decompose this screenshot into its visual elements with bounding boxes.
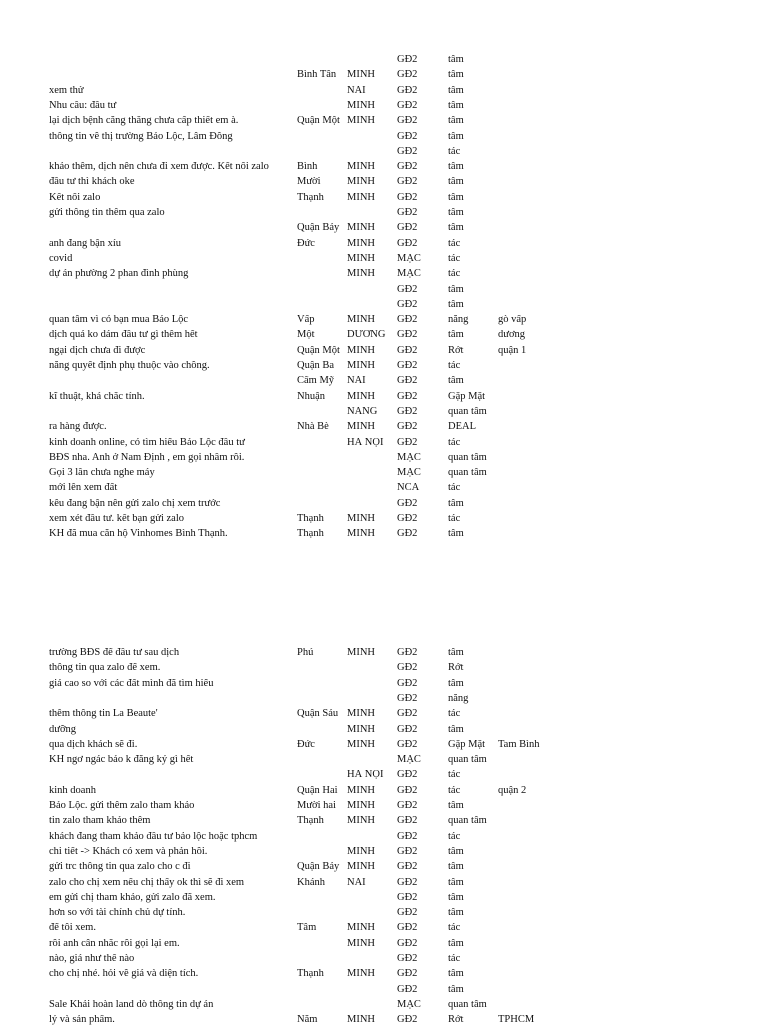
stage-cell: GĐ2	[397, 648, 418, 658]
table-row	[0, 679, 768, 692]
table-row	[0, 453, 768, 466]
stage-cell: GĐ2	[397, 693, 418, 704]
city-cell: NẴNG	[347, 406, 378, 417]
stage-cell: GĐ2	[397, 299, 418, 310]
table-row	[0, 55, 768, 68]
table-row	[0, 70, 768, 83]
note-cell: để tôi xem.	[49, 923, 96, 934]
note-cell: gửi thông tin thêm qua zalo	[49, 208, 165, 218]
city-cell: MINH	[347, 514, 375, 524]
note-cell: zalo cho chị xem nếu chị thấy ok thì sẽ đi xem	[49, 877, 245, 888]
table-row	[0, 939, 768, 952]
table-row	[0, 330, 768, 343]
status-cell: tác	[448, 437, 461, 448]
stage-cell: GĐ2	[397, 437, 418, 448]
city-cell: MINH	[347, 162, 375, 173]
table-row	[0, 878, 768, 891]
stage-cell: GĐ2	[397, 100, 418, 111]
status-cell: quan tâm	[448, 406, 487, 417]
status-cell: Rớt	[448, 1015, 464, 1026]
city-cell: MINH	[347, 391, 375, 402]
district-cell: Đức	[297, 739, 315, 750]
note-cell: anh đang bận xíu	[49, 238, 122, 249]
stage-cell: NCA	[397, 483, 420, 494]
table-row	[0, 740, 768, 753]
note-cell: Bảo Lộc. gửi thêm zalo tham khảo	[49, 801, 195, 811]
table-row	[0, 361, 768, 374]
table-row	[0, 663, 768, 676]
district-cell: Đức	[297, 238, 315, 249]
stage-cell: GĐ2	[397, 954, 418, 964]
status-cell: tác	[448, 709, 461, 720]
district-cell: Nhà Bè	[297, 422, 329, 433]
stage-cell: GĐ2	[397, 208, 418, 218]
district-cell: Quận Sáu	[297, 709, 339, 720]
stage-cell: GĐ2	[397, 514, 418, 524]
stage-cell: GĐ2	[397, 146, 418, 157]
status-cell: tác	[448, 483, 461, 494]
stage-cell: GĐ2	[397, 192, 418, 203]
note-cell: ra hàng được.	[49, 422, 107, 433]
note-cell: xem thử	[49, 85, 84, 96]
stage-cell: GĐ2	[397, 238, 418, 249]
stage-cell: MẠC	[397, 999, 421, 1010]
table-row	[0, 300, 768, 313]
city-cell: MINH	[347, 100, 375, 111]
note-cell: ngại dịch chưa đi được	[49, 345, 146, 356]
status-cell: tâm	[448, 498, 464, 509]
status-cell: tâm	[448, 969, 464, 980]
table-row	[0, 346, 768, 359]
stage-cell: GĐ2	[397, 816, 418, 827]
city-cell: MINH	[347, 238, 375, 249]
city-cell: MINH	[347, 422, 375, 433]
city-cell: MINH	[347, 862, 375, 873]
district-cell: Bình	[297, 162, 318, 173]
note-cell: rồi anh cân nhắc rồi gọi lại em.	[49, 938, 180, 949]
status-cell: quan tâm	[448, 999, 487, 1010]
stage-cell: GĐ2	[397, 908, 418, 919]
note-cell: lại dịch bệnh căng thẳng chưa cấp thiết em à.	[49, 116, 239, 127]
table-row	[0, 969, 768, 982]
table-row	[0, 132, 768, 145]
status-cell: tác	[448, 954, 461, 964]
note-cell: thông tin qua zalo để xem.	[49, 663, 161, 674]
city-cell: MINH	[347, 785, 375, 796]
note-cell: covid	[49, 253, 73, 264]
city-cell: MINH	[347, 648, 375, 658]
status-cell: Gặp Mặt	[448, 739, 486, 750]
stage-cell: GĐ2	[397, 85, 418, 96]
status-cell: tâm	[448, 131, 464, 142]
stage-cell: GĐ2	[397, 223, 418, 234]
status-cell: tác	[448, 831, 461, 842]
note-cell: thông tin về thị trường Bảo Lộc, Lâm Đồng	[49, 131, 233, 142]
district-cell: Thạnh	[297, 529, 324, 540]
note-cell: dịch quá ko dám đầu tư gì thêm hết	[49, 330, 198, 341]
status-cell: tâm	[448, 284, 464, 295]
district-cell: Năm	[297, 1015, 318, 1026]
table-row	[0, 254, 768, 267]
status-cell: tâm	[448, 862, 464, 873]
stage-cell: GĐ2	[397, 862, 418, 873]
stage-cell: GĐ2	[397, 391, 418, 402]
note-cell: kêu đang bận nên gửi zalo chị xem trước	[49, 498, 221, 509]
city-cell: MINH	[347, 923, 375, 934]
status-cell: năng	[448, 315, 469, 326]
note-cell: khảo thêm, dịch nên chưa đi xem được. Kết nối zalo	[49, 162, 269, 173]
note-cell: KH đã mua căn hộ Vinhomes Bình Thạnh.	[49, 529, 228, 540]
note-cell: em gửi chị tham khảo, gửi zalo đã xem.	[49, 892, 216, 903]
status-cell: tâm	[448, 70, 464, 81]
table-row	[0, 86, 768, 99]
table-row	[0, 529, 768, 542]
table-row	[0, 755, 768, 768]
district-cell: Quận Một	[297, 345, 340, 356]
status-cell: tác	[448, 146, 461, 157]
note-cell: kinh doanh	[49, 785, 96, 796]
city-cell: MINH	[347, 724, 375, 735]
stage-cell: MẠC	[397, 755, 421, 766]
extra-cell: gò vấp	[498, 315, 527, 326]
table-row	[0, 908, 768, 921]
table-row	[0, 862, 768, 875]
table-row	[0, 893, 768, 906]
note-cell: quan tâm vì có bạn mua Bảo Lộc	[49, 315, 189, 326]
district-cell: Bình Tân	[297, 70, 337, 81]
district-cell: Mười hai	[297, 801, 336, 811]
district-cell: Phú	[297, 648, 314, 658]
status-cell: tâm	[448, 223, 464, 234]
district-cell: Vấp	[297, 315, 315, 326]
status-cell: Rớt	[448, 663, 464, 674]
stage-cell: GĐ2	[397, 70, 418, 81]
table-row	[0, 1015, 768, 1028]
status-cell: quan tâm	[448, 468, 487, 479]
city-cell: NAI	[347, 85, 366, 96]
city-cell: DƯƠNG	[347, 330, 386, 341]
status-cell: tác	[448, 923, 461, 934]
table-row	[0, 223, 768, 236]
note-cell: năng quyết định phụ thuộc vào chồng.	[49, 361, 210, 371]
stage-cell: GĐ2	[397, 923, 418, 934]
table-row	[0, 694, 768, 707]
extra-cell: quận 2	[498, 785, 527, 796]
table-row	[0, 101, 768, 114]
city-cell: MINH	[347, 177, 375, 188]
note-cell: dự án phường 2 phan đình phùng	[49, 269, 189, 280]
table-row	[0, 376, 768, 389]
stage-cell: GĐ2	[397, 831, 418, 842]
status-cell: tâm	[448, 678, 464, 689]
city-cell: MINH	[347, 938, 375, 949]
extra-cell: TPHCM	[498, 1015, 535, 1026]
table-row	[0, 162, 768, 175]
note-cell: lý và sản phẩm.	[49, 1015, 115, 1026]
table-row	[0, 1000, 768, 1013]
note-cell: trường BĐS để đầu tư sau dịch	[49, 648, 180, 658]
table-row	[0, 177, 768, 190]
status-cell: tác	[448, 770, 461, 781]
table-row	[0, 801, 768, 814]
district-cell: Mười	[297, 177, 321, 188]
stage-cell: GĐ2	[397, 529, 418, 540]
district-cell: Quận Bảy	[297, 223, 340, 234]
status-cell: tâm	[448, 55, 464, 65]
stage-cell: GĐ2	[397, 177, 418, 188]
stage-cell: GĐ2	[397, 498, 418, 509]
table-row	[0, 770, 768, 783]
table-row	[0, 954, 768, 967]
stage-cell: GĐ2	[397, 406, 418, 417]
stage-cell: GĐ2	[397, 162, 418, 173]
city-cell: MINH	[347, 529, 375, 540]
status-cell: tâm	[448, 100, 464, 111]
status-cell: tác	[448, 785, 461, 796]
stage-cell: GĐ2	[397, 892, 418, 903]
district-cell: Tâm	[297, 923, 317, 934]
stage-cell: GĐ2	[397, 315, 418, 326]
stage-cell: GĐ2	[397, 361, 418, 371]
city-cell: HÀ NỘI	[347, 770, 384, 781]
table-row	[0, 985, 768, 998]
status-cell: tâm	[448, 877, 464, 888]
note-cell: chi tiết -> Khách có xem và phản hồi.	[49, 846, 208, 857]
table-row	[0, 499, 768, 512]
status-cell: quan tâm	[448, 816, 487, 827]
table-row	[0, 438, 768, 451]
note-cell: giá cao so với các đất mình đã tìm hiểu	[49, 678, 214, 689]
stage-cell: GĐ2	[397, 785, 418, 796]
status-cell: Rớt	[448, 345, 464, 356]
status-cell: quan tâm	[448, 755, 487, 766]
district-cell: Quận Ba	[297, 361, 335, 371]
stage-cell: GĐ2	[397, 55, 418, 65]
city-cell: MINH	[347, 709, 375, 720]
extra-cell: dương	[498, 330, 525, 341]
stage-cell: MẠC	[397, 269, 421, 280]
city-cell: MINH	[347, 269, 375, 280]
city-cell: MINH	[347, 192, 375, 203]
note-cell: BĐS nha. Anh ở Nam Định , em gọi nhầm rồi.	[49, 452, 245, 463]
city-cell: MINH	[347, 739, 375, 750]
district-cell: Quận Bảy	[297, 862, 340, 873]
table-row	[0, 847, 768, 860]
status-cell: tâm	[448, 299, 464, 310]
city-cell: MINH	[347, 1015, 375, 1026]
city-cell: MINH	[347, 846, 375, 857]
status-cell: tác	[448, 238, 461, 249]
note-cell: cho chị nhé. hỏi về giá và diện tích.	[49, 969, 199, 980]
stage-cell: GĐ2	[397, 846, 418, 857]
city-cell: NAI	[347, 376, 366, 387]
table-row	[0, 315, 768, 328]
stage-cell: MẠC	[397, 253, 421, 264]
stage-cell: GĐ2	[397, 663, 418, 674]
stage-cell: GĐ2	[397, 770, 418, 781]
note-cell: KH ngơ ngác bảo k đăng ký gì hết	[49, 755, 194, 766]
city-cell: MINH	[347, 345, 375, 356]
district-cell: Nhuận	[297, 391, 325, 402]
table-row	[0, 285, 768, 298]
note-cell: nào, giá như thế nào	[49, 954, 135, 964]
district-cell: Thạnh	[297, 192, 324, 203]
district-cell: Thạnh	[297, 514, 324, 524]
note-cell: gửi trc thông tin qua zalo cho c đi	[49, 862, 191, 873]
status-cell: tâm	[448, 208, 464, 218]
status-cell: tâm	[448, 177, 464, 188]
stage-cell: GĐ2	[397, 1015, 418, 1026]
note-cell: Kết nối zalo	[49, 192, 101, 203]
stage-cell: GĐ2	[397, 877, 418, 888]
table-row	[0, 407, 768, 420]
table-row	[0, 422, 768, 435]
city-cell: MINH	[347, 223, 375, 234]
stage-cell: GĐ2	[397, 131, 418, 142]
city-cell: MINH	[347, 315, 375, 326]
city-cell: MINH	[347, 801, 375, 811]
table-row	[0, 648, 768, 661]
stage-cell: GĐ2	[397, 284, 418, 295]
table-row	[0, 208, 768, 221]
extra-cell: Tam Bình	[498, 739, 540, 750]
stage-cell: GĐ2	[397, 422, 418, 433]
status-cell: tâm	[448, 846, 464, 857]
status-cell: năng	[448, 693, 469, 704]
status-cell: tâm	[448, 85, 464, 96]
stage-cell: GĐ2	[397, 345, 418, 356]
table-row	[0, 923, 768, 936]
stage-cell: GĐ2	[397, 116, 418, 127]
status-cell: tâm	[448, 724, 464, 735]
status-cell: tác	[448, 514, 461, 524]
table-row	[0, 725, 768, 738]
stage-cell: GĐ2	[397, 739, 418, 750]
note-cell: Nhu cầu: đầu tư	[49, 100, 117, 111]
city-cell: MINH	[347, 969, 375, 980]
note-cell: dưỡng	[49, 724, 76, 735]
note-cell: hơn so với tài chính chủ dự tính.	[49, 908, 186, 919]
district-cell: Quận Hai	[297, 785, 338, 796]
status-cell: tâm	[448, 984, 464, 995]
note-cell: xem xét đầu tư. kết bạn gửi zalo	[49, 514, 185, 524]
status-cell: tâm	[448, 648, 464, 658]
district-cell: Khánh	[297, 877, 325, 888]
table-row	[0, 193, 768, 206]
note-cell: Gọi 3 lần chưa nghe máy	[49, 468, 155, 479]
stage-cell: GĐ2	[397, 938, 418, 949]
status-cell: tâm	[448, 908, 464, 919]
status-cell: tâm	[448, 162, 464, 173]
stage-cell: GĐ2	[397, 984, 418, 995]
status-cell: tác	[448, 253, 461, 264]
status-cell: tâm	[448, 892, 464, 903]
note-cell: thêm thông tin La Beaute'	[49, 709, 158, 720]
stage-cell: GĐ2	[397, 330, 418, 341]
table-row	[0, 392, 768, 405]
city-cell: MINH	[347, 116, 375, 127]
stage-cell: MẠC	[397, 468, 421, 479]
status-cell: tác	[448, 269, 461, 280]
note-cell: qua dịch khách sẽ đi.	[49, 739, 138, 750]
note-cell: tin zalo tham khảo thêm	[49, 816, 151, 827]
status-cell: tâm	[448, 192, 464, 203]
district-cell: Một	[297, 330, 315, 341]
stage-cell: GĐ2	[397, 724, 418, 735]
table-row	[0, 116, 768, 129]
table-row	[0, 786, 768, 799]
table-row	[0, 147, 768, 160]
city-cell: MINH	[347, 361, 375, 371]
note-cell: khách đang tham khảo đầu tư bảo lộc hoặc tphcm	[49, 831, 258, 842]
table-row	[0, 239, 768, 252]
extra-cell: quận 1	[498, 345, 527, 356]
status-cell: tâm	[448, 938, 464, 949]
note-cell: đầu tư thì khách oke	[49, 177, 135, 188]
stage-cell: GĐ2	[397, 801, 418, 811]
table-row	[0, 514, 768, 527]
stage-cell: GĐ2	[397, 678, 418, 689]
city-cell: MINH	[347, 253, 375, 264]
city-cell: MINH	[347, 70, 375, 81]
district-cell: Thạnh	[297, 969, 324, 980]
table-row	[0, 832, 768, 845]
status-cell: Gặp Mặt	[448, 391, 486, 402]
table-row	[0, 468, 768, 481]
status-cell: tâm	[448, 529, 464, 540]
city-cell: NAI	[347, 877, 366, 888]
district-cell: Thạnh	[297, 816, 324, 827]
status-cell: DEAL	[448, 422, 476, 433]
table-row	[0, 483, 768, 496]
city-cell: MINH	[347, 816, 375, 827]
note-cell: kĩ thuật, khá chắc tính.	[49, 391, 145, 402]
district-cell: Quận Một	[297, 116, 340, 127]
note-cell: Sale Khải hoàn land dò thông tin dự án	[49, 999, 214, 1010]
table-row	[0, 816, 768, 829]
status-cell: tâm	[448, 801, 464, 811]
note-cell: mới lên xem đất	[49, 483, 118, 494]
status-cell: tâm	[448, 376, 464, 387]
status-cell: tâm	[448, 116, 464, 127]
status-cell: tác	[448, 361, 461, 371]
table-row	[0, 269, 768, 282]
stage-cell: GĐ2	[397, 969, 418, 980]
stage-cell: MẠC	[397, 452, 421, 463]
stage-cell: GĐ2	[397, 376, 418, 387]
status-cell: quan tâm	[448, 452, 487, 463]
status-cell: tâm	[448, 330, 464, 341]
note-cell: kinh doanh online, có tìm hiểu Bảo Lộc đầu tư	[49, 437, 245, 448]
stage-cell: GĐ2	[397, 709, 418, 720]
table-row	[0, 709, 768, 722]
city-cell: HÀ NỘI	[347, 437, 384, 448]
district-cell: Cẩm Mỹ	[297, 376, 335, 387]
